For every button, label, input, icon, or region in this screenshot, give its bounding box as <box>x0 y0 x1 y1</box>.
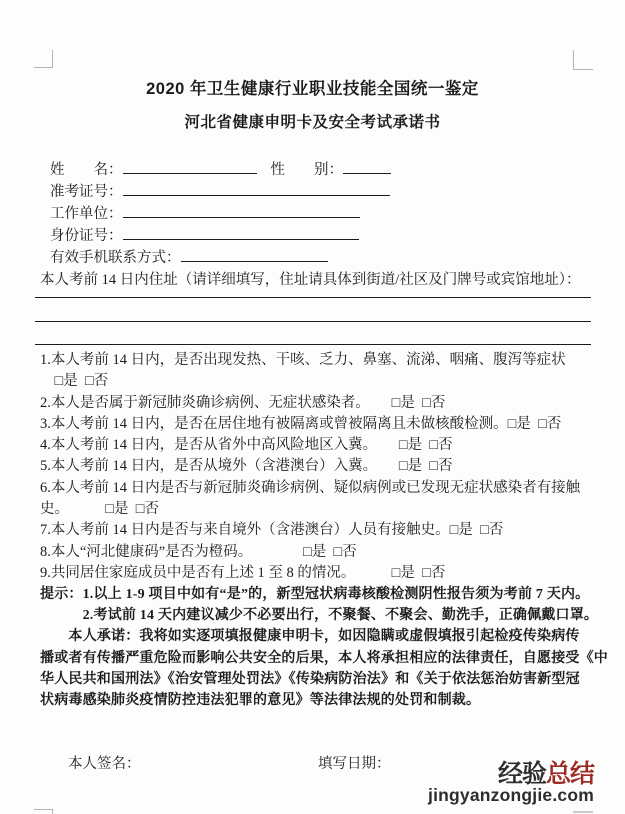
id-no-label: 身份证号： <box>50 228 123 244</box>
health-questions <box>40 350 610 584</box>
work-unit-row <box>50 202 360 223</box>
pledge-line-1: 本人承诺：我将如实逐项填报健康申明卡，如因隐瞒或虚假填报引起检疫传染病传 <box>40 629 580 645</box>
phone-blank-line <box>181 246 328 262</box>
phone-row <box>50 246 328 267</box>
pledge-line-2: 播或者有传播严重危险而影响公共安全的后果，本人将承担相应的法律责任，自愿接受《中 <box>40 650 608 666</box>
pledge-line-3: 华人民共和国刑法》《治安管理处罚法》《传染病防治法》和《关于依法惩治妨害新型冠 <box>40 671 580 687</box>
question-5: 5.本人考前 14 日内，是否从境外（含港澳台）入冀。 □是 □否 <box>40 458 453 475</box>
gender-blank-line <box>343 158 391 174</box>
crop-mark-bottom-right-horizontal <box>573 811 593 813</box>
pledge-line-4: 状病毒感染肺炎疫情防控违法犯罪的意见》等法律法规的处罚和制裁。 <box>40 692 481 708</box>
question-4: 4.本人考前 14 日内，是否从省外中高风险地区入冀。 □是 □否 <box>40 437 453 454</box>
watermark-domain: jingyanzongjie.com <box>428 785 594 805</box>
admission-no-row <box>50 180 390 201</box>
fill-date-label: 填写日期： <box>318 756 391 772</box>
work-unit-label: 工作单位： <box>50 206 123 222</box>
gender-label: 性 别： <box>270 162 343 178</box>
notice-line-2: 2.考试前 14 天内建议减少不必要出行，不聚餐、不聚会、勤洗手，正确佩戴口罩。 <box>40 608 599 624</box>
watermark-brand-red: 总结 <box>545 760 594 788</box>
name-label: 姓 名： <box>50 162 123 178</box>
work-unit-blank-line <box>123 202 360 218</box>
phone-label: 有效手机联系方式： <box>50 250 181 266</box>
watermark-brand <box>428 761 594 787</box>
question-6: 6.本人考前 14 日内是否与新冠肺炎确诊病例、疑似病例或已发现无症状感染者有接触 <box>40 479 581 496</box>
doc-title: 2020 年卫生健康行业职业技能全国统一鉴定 <box>146 80 479 98</box>
crop-mark-top-right-horizontal <box>573 69 593 70</box>
question-7: 7.本人考前 14 日内是否与来自境外（含港澳台）人员有接触史。□是 □否 <box>40 522 504 539</box>
signature-label: 本人签名： <box>68 756 141 772</box>
id-no-blank-line <box>123 224 359 240</box>
address-blank-line-1 <box>35 297 591 298</box>
admission-no-blank-line <box>123 180 390 196</box>
crop-mark-top-left-vertical <box>52 50 53 68</box>
crop-mark-bottom-left-horizontal <box>34 809 53 810</box>
doc-subtitle: 河北省健康申明卡及安全考试承诺书 <box>184 114 441 131</box>
watermark <box>428 761 594 804</box>
crop-mark-top-left-horizontal <box>34 67 53 68</box>
question-3: 3.本人考前 14 日内，是否在居住地有被隔离或曾被隔离且未做核酸检测。□是 □否 <box>40 415 562 432</box>
question-1: 1.本人考前 14 日内，是否出现发热、干咳、乏力、鼻塞、流涕、咽痛、腹泻等症状 <box>40 352 566 368</box>
question-9: 9.共同居住家庭成员中是否有上述 1 至 8 的情况。 □是 □否 <box>40 564 446 581</box>
id-no-row <box>50 224 359 245</box>
question-6-continued: 史。 □是 □否 <box>40 501 160 518</box>
address-blank-line-2 <box>35 321 591 322</box>
address-blank-line-3 <box>35 344 591 345</box>
name-gender-row <box>50 158 391 179</box>
name-blank-line <box>123 158 257 174</box>
notice-line-1: 提示：1.以上 1-9 项目中如有“是”的，新型冠状病毒核酸检测阴性报告须为考前 7 天内。 <box>40 587 590 602</box>
question-2: 2.本人是否属于新冠肺炎确诊病例、无症状感染者。 □是 □否 <box>40 394 446 411</box>
admission-no-label: 准考证号： <box>50 184 123 200</box>
crop-mark-top-right-vertical <box>573 50 574 70</box>
notice-and-pledge <box>40 584 610 711</box>
question-1-checkboxes: □是 □否 <box>40 373 109 390</box>
question-8: 8.本人“河北健康码”是否为橙码。 □是 □否 <box>40 543 357 560</box>
crop-mark-bottom-left-vertical <box>52 809 53 814</box>
address-instruction: 本人考前 14 日内住址（请详细填写，住址请具体到街道/社区及门牌号或宾馆地址）： <box>40 272 581 288</box>
watermark-brand-dark: 经验 <box>497 760 546 788</box>
